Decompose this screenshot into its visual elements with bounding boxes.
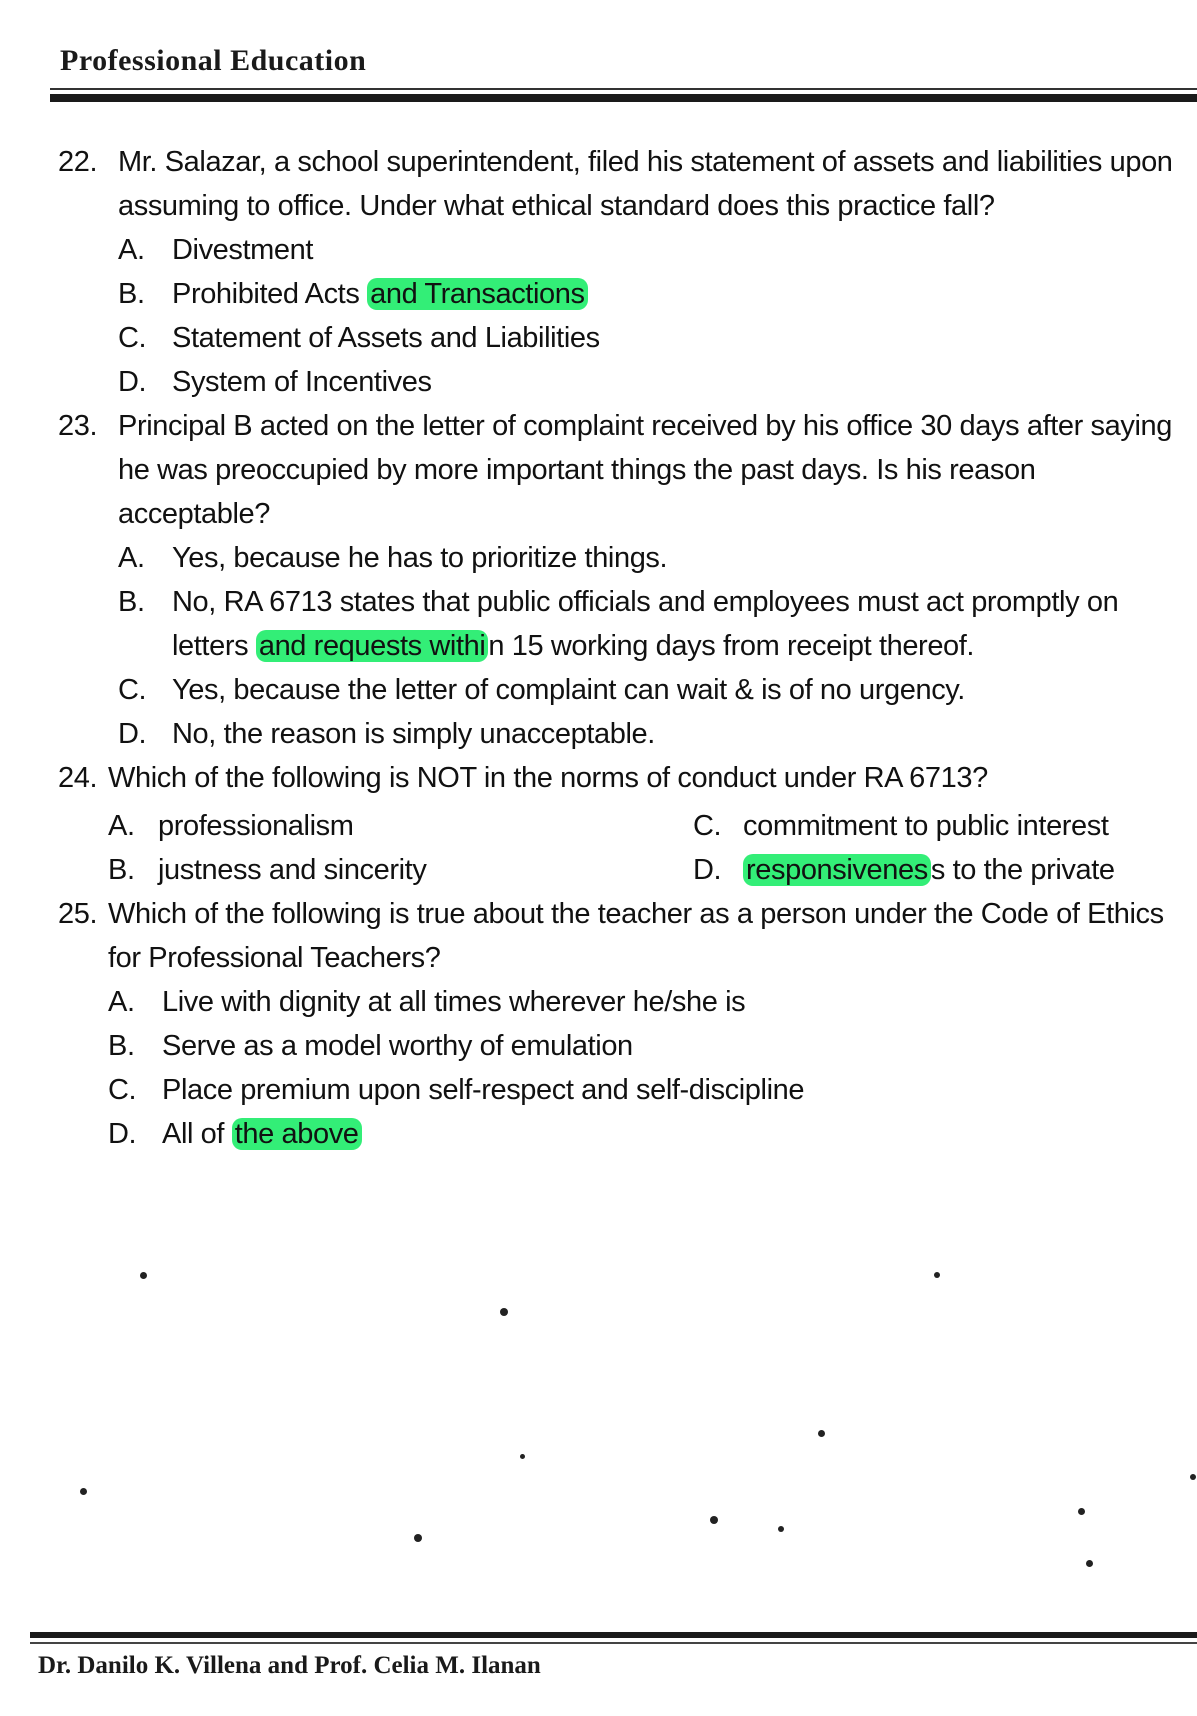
option-a bbox=[118, 536, 1188, 580]
option-text: Live with dignity at all times wherever he/she is bbox=[162, 986, 746, 1018]
option-letter: D. bbox=[118, 718, 147, 750]
option-a bbox=[108, 804, 693, 848]
option-letter: B. bbox=[108, 1030, 135, 1062]
option-text bbox=[743, 848, 1173, 892]
question-number: 24. bbox=[58, 762, 98, 794]
option-text-before: No, RA 6713 states that public officials and employees must act promptly on letters bbox=[172, 586, 1119, 662]
option-c bbox=[108, 1068, 1188, 1112]
highlighted-text: and Transactions bbox=[367, 278, 587, 310]
scan-speck bbox=[1190, 1474, 1196, 1480]
question-text: Principal B acted on the letter of complaint received by his office 30 days after saying he was preoccupied by more important things the past days. Is his reason acceptable? bbox=[118, 410, 1172, 530]
question-number: 23. bbox=[58, 410, 98, 442]
question-number: 25. bbox=[58, 898, 98, 930]
option-letter: D. bbox=[108, 1118, 137, 1150]
option-text: Statement of Assets and Liabilities bbox=[172, 322, 600, 354]
scan-speck bbox=[80, 1488, 87, 1495]
option-a bbox=[118, 228, 1188, 272]
option-text-after: s to the private bbox=[930, 854, 1115, 886]
footer-rule bbox=[30, 1632, 1197, 1638]
highlighted-text: and requests withi bbox=[256, 630, 489, 662]
option-text bbox=[162, 1112, 1188, 1156]
option-c bbox=[693, 804, 1173, 848]
option-text: Place premium upon self-respect and self-discipline bbox=[162, 1074, 805, 1106]
scan-speck bbox=[1078, 1508, 1085, 1515]
option-text: justness and sincerity bbox=[158, 854, 427, 886]
question-24 bbox=[58, 756, 1188, 892]
option-text-after: n 15 working days from receipt thereof. bbox=[488, 630, 975, 662]
question-text: Mr. Salazar, a school superintendent, filed his statement of assets and liabilities upon assuming to office. Under what ethical standard does this practice fall? bbox=[118, 146, 1173, 222]
option-d bbox=[693, 848, 1173, 892]
question-23 bbox=[58, 404, 1188, 756]
option-letter: C. bbox=[118, 674, 147, 706]
option-text: Yes, because he has to prioritize things. bbox=[172, 542, 668, 574]
header-rule bbox=[50, 94, 1197, 102]
option-text: Divestment bbox=[172, 234, 314, 266]
option-text: Serve as a model worthy of emulation bbox=[162, 1030, 633, 1062]
footer-authors: Dr. Danilo K. Villena and Prof. Celia M. Ilanan bbox=[38, 1652, 541, 1679]
option-grid bbox=[58, 804, 1188, 892]
option-letter: A. bbox=[118, 234, 145, 266]
option-c bbox=[118, 316, 1188, 360]
option-letter: A. bbox=[108, 986, 135, 1018]
option-b bbox=[108, 848, 693, 892]
option-letter: A. bbox=[108, 810, 135, 842]
option-letter: A. bbox=[118, 542, 145, 574]
question-25 bbox=[58, 892, 1188, 1156]
scan-speck bbox=[710, 1516, 718, 1524]
scan-speck bbox=[414, 1534, 422, 1542]
question-stem bbox=[58, 404, 1188, 536]
question-stem bbox=[58, 756, 1188, 800]
option-text bbox=[172, 580, 1188, 668]
option-d bbox=[108, 1112, 1188, 1156]
option-list bbox=[58, 228, 1188, 404]
option-letter: C. bbox=[693, 810, 722, 842]
header-rule-thin bbox=[50, 88, 1197, 90]
option-list bbox=[58, 980, 1188, 1156]
option-a bbox=[108, 980, 1188, 1024]
option-text: No, the reason is simply unacceptable. bbox=[172, 718, 655, 750]
footer-rule-thin bbox=[30, 1642, 1197, 1644]
page-header-title: Professional Education bbox=[60, 44, 367, 77]
option-letter: D. bbox=[693, 854, 722, 886]
question-text: Which of the following is NOT in the norms of conduct under RA 6713? bbox=[108, 762, 988, 794]
option-text: System of Incentives bbox=[172, 366, 432, 398]
option-b bbox=[118, 580, 1188, 668]
option-text bbox=[172, 272, 1188, 316]
scan-speck bbox=[520, 1454, 525, 1459]
scan-speck bbox=[500, 1308, 508, 1316]
option-text-before: All of bbox=[162, 1118, 232, 1150]
option-letter: B. bbox=[118, 586, 145, 618]
option-letter: B. bbox=[108, 854, 135, 886]
option-letter: D. bbox=[118, 366, 147, 398]
option-list bbox=[58, 536, 1188, 756]
scan-speck bbox=[778, 1526, 784, 1532]
scan-speck bbox=[818, 1430, 825, 1437]
option-letter: C. bbox=[108, 1074, 137, 1106]
question-number: 22. bbox=[58, 146, 98, 178]
option-text: professionalism bbox=[158, 810, 354, 842]
question-stem bbox=[58, 140, 1188, 228]
highlighted-text: responsivenes bbox=[743, 854, 931, 886]
option-letter: B. bbox=[118, 278, 145, 310]
option-text-before: Prohibited Acts bbox=[172, 278, 368, 310]
option-text: Yes, because the letter of complaint can wait & is of no urgency. bbox=[172, 674, 965, 706]
question-list bbox=[58, 140, 1188, 1156]
option-letter: C. bbox=[118, 322, 147, 354]
question-stem bbox=[58, 892, 1188, 980]
scan-speck bbox=[934, 1272, 940, 1278]
option-b bbox=[118, 272, 1188, 316]
scan-speck bbox=[140, 1272, 147, 1279]
option-c bbox=[118, 668, 1188, 712]
option-d bbox=[118, 712, 1188, 756]
option-b bbox=[108, 1024, 1188, 1068]
question-22 bbox=[58, 140, 1188, 404]
option-d bbox=[118, 360, 1188, 404]
scan-speck bbox=[1086, 1560, 1093, 1567]
question-text: Which of the following is true about the teacher as a person under the Code of Ethics for Professional Teachers? bbox=[108, 898, 1164, 974]
option-text: commitment to public interest bbox=[743, 810, 1109, 842]
highlighted-text: the above bbox=[232, 1118, 362, 1150]
